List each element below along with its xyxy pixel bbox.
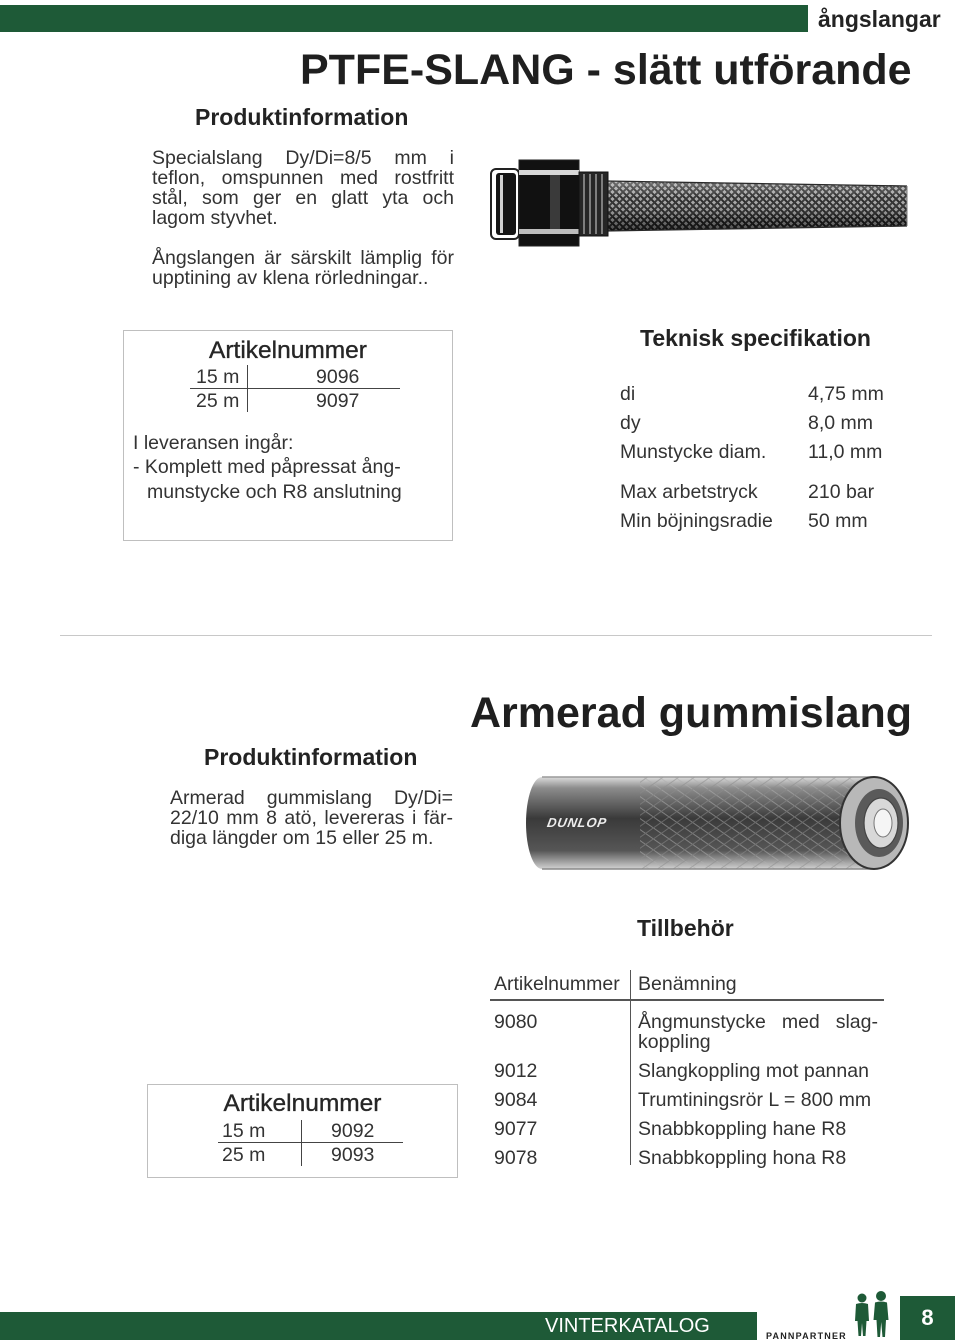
spec-value: 8,0 mm [808, 412, 874, 434]
delivery-line: - Komplett med påpressat ång- [133, 456, 401, 478]
hose-fitting [491, 160, 608, 246]
spec-value: 50 mm [808, 510, 868, 532]
ptfe-description-line: stål, som ger en glatt yta och [152, 187, 454, 209]
braided-hose [606, 181, 907, 231]
accessory-name: Trumtiningsrör L = 800 mm [638, 1089, 872, 1111]
article-table-hline [190, 388, 400, 389]
rubber-description-line: diga längder om 15 eller 25 m. [170, 827, 434, 849]
accessory-article-number: 9077 [494, 1118, 538, 1140]
article-number: 9096 [316, 366, 360, 388]
accessories-header-line [490, 999, 884, 1001]
ptfe-title: PTFE-SLANG - slätt utförande [300, 46, 912, 94]
accessory-name: Snabbkoppling hona R8 [638, 1147, 847, 1169]
article-table-vline [301, 1120, 302, 1166]
spec-label: Munstycke diam. [620, 441, 767, 463]
rubber-description-line: Armerad gummislang Dy/Di= [170, 787, 453, 809]
header-bar [0, 5, 808, 32]
spec-value: 210 bar [808, 481, 875, 503]
article-length: 15 m [222, 1120, 266, 1142]
ptfe-description-line: teflon, omspunnen med rostfritt [152, 167, 454, 189]
section-divider [60, 635, 932, 636]
accessory-article-number: 9012 [494, 1060, 538, 1082]
accessory-name: Slangkoppling mot pannan [638, 1060, 869, 1082]
accessory-article-number: 9084 [494, 1089, 538, 1111]
accessory-article-number: 9080 [494, 1011, 538, 1033]
ptfe-description-line: Specialslang Dy/Di=8/5 mm i [152, 147, 454, 169]
hose-brand-print: DUNLOP [545, 815, 609, 830]
article-number: 9092 [331, 1120, 375, 1142]
catalog-name: VINTERKATALOG [545, 1315, 710, 1337]
article-number: 9097 [316, 390, 360, 412]
page-number: 8 [900, 1296, 955, 1340]
delivery-line: munstycke och R8 anslutning [147, 481, 402, 503]
article-length: 25 m [222, 1144, 266, 1166]
article-length: 15 m [196, 366, 240, 388]
rubber-hose-image [520, 773, 912, 873]
tech-spec-heading: Teknisk specifikation [640, 325, 871, 351]
rubber-description-line: 22/10 mm 8 atö, levereras i fär- [170, 807, 453, 829]
accessory-name: Ångmunstycke med slag- [638, 1011, 878, 1033]
rubber-title: Armerad gummislang [470, 689, 913, 737]
spec-label: Min böjningsradie [620, 510, 773, 532]
article-number: 9093 [331, 1144, 375, 1166]
article-table-hline [218, 1142, 403, 1143]
rubber-article-heading: Artikelnummer [223, 1090, 382, 1117]
rubber-article-box [147, 1084, 458, 1178]
ptfe-usage-line: Ångslangen är särskilt lämplig för [152, 247, 454, 269]
brand-name: PANNPARTNER [766, 1331, 847, 1341]
rubber-hose-cut-end [840, 777, 908, 869]
ptfe-info-heading: Produktinformation [195, 104, 409, 130]
section-label: ångslangar [818, 6, 941, 32]
spec-label: dy [620, 412, 641, 434]
delivery-heading: I leveransen ingår: [133, 432, 294, 454]
spec-label: di [620, 383, 636, 405]
accessory-name: koppling [638, 1031, 711, 1053]
article-length: 25 m [196, 390, 240, 412]
spec-label: Max arbetstryck [620, 481, 758, 503]
article-table-vline [247, 365, 248, 412]
accessories-column-divider [630, 970, 631, 1165]
ptfe-usage-line: upptining av klena rörledningar.. [152, 267, 429, 289]
accessories-col-header: Artikelnummer [494, 973, 620, 995]
accessories-col-header: Benämning [638, 973, 737, 995]
ptfe-hose-image [490, 157, 908, 249]
rubber-info-heading: Produktinformation [204, 744, 418, 770]
pannpartner-logo-figures-icon [848, 1290, 896, 1338]
ptfe-description-line: lagom styvhet. [152, 207, 278, 229]
spec-value: 4,75 mm [808, 383, 884, 405]
ptfe-article-heading: Artikelnummer [209, 337, 367, 364]
accessory-article-number: 9078 [494, 1147, 538, 1169]
accessory-name: Snabbkoppling hane R8 [638, 1118, 847, 1140]
accessories-heading: Tillbehör [637, 915, 734, 941]
spec-value: 11,0 mm [808, 441, 883, 463]
